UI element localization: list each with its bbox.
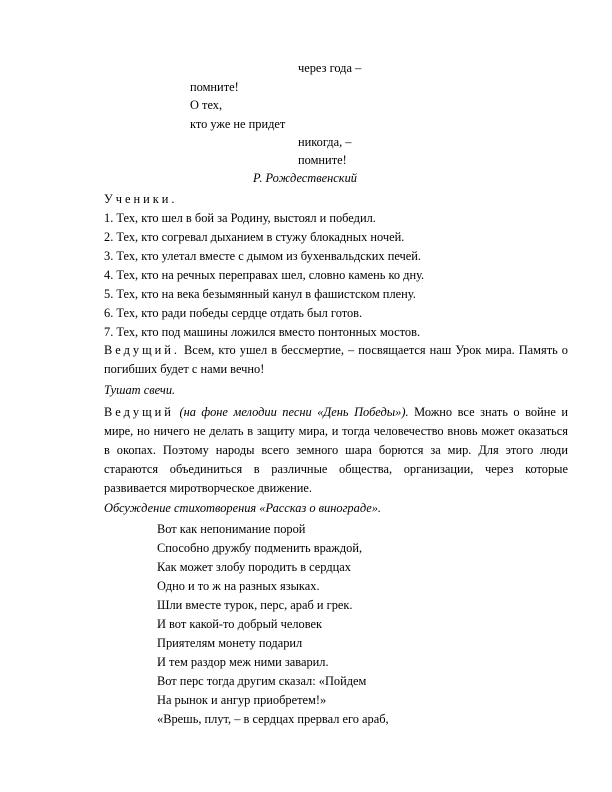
host-text: Можно все знать о войне и мире, но ничего не делать в защиту мира, и тогда человечество вновь может оказаться в окопах. Поэтому народы всего земного шара борются за мир. Для этого люди стараются объединиться в различные общества, организации, через которые развивается миротворческое движение. [104, 405, 568, 495]
poem-bottom-line: Вот перс тогда другим сказал: «Пойдем [157, 674, 367, 688]
poem-top-line: никогда, – [298, 135, 352, 149]
poem-bottom-line: Как может злобу породить в сердцах [157, 560, 351, 574]
student-line: 3. Тех, кто улетал вместе с дымом из бухенвальдских печей. [104, 249, 421, 263]
poem-top-line: кто уже не придет [190, 117, 286, 131]
student-line: 4. Тех, кто на речных переправах шел, словно камень ко дну. [104, 268, 425, 282]
host-speaker: Ведущий. [104, 343, 181, 357]
poem-bottom-line: И вот какой-то добрый человек [157, 617, 323, 631]
host-text: Всем, кто ушел в бессмертие, – посвящается наш Урок мира. Память о погибших будет с нами вечно! [104, 343, 568, 376]
poem-bottom-line: «Врешь, плут, – в сердцах прервал его араб, [157, 712, 389, 726]
poem-top-line: помните! [190, 80, 239, 94]
poem-bottom-line: Способно дружбу подменить враждой, [157, 541, 363, 555]
poem-bottom-line: Одно и то ж на разных языках. [157, 579, 320, 593]
poem-bottom-line: Вот как непонимание порой [157, 522, 306, 536]
students-heading: Ученики. [104, 192, 178, 206]
host-note: (на фоне мелодии песни «День Победы»). [179, 405, 409, 419]
poem-top-line: через года – [298, 61, 362, 75]
discussion-heading: Обсуждение стихотворения «Рассказ о винограде». [104, 501, 382, 515]
student-line: 6. Тех, кто ради победы сердце отдать был готов. [104, 306, 363, 320]
host-paragraph-2 [104, 403, 568, 498]
poem-bottom-line: На рынок и ангур приобретем!» [157, 693, 327, 707]
host-speaker: Ведущий [104, 405, 174, 419]
poem-bottom-line: Приятелям монету подарил [157, 636, 303, 650]
student-line: 7. Тех, кто под машины ложился вместо понтонных мостов. [104, 325, 421, 339]
poem-bottom-line: И тем раздор меж ними заварил. [157, 655, 329, 669]
host-paragraph-1 [104, 341, 568, 379]
poem-bottom-line: Шли вместе турок, перс, араб и грек. [157, 598, 353, 612]
poem-top-line: помните! [298, 153, 347, 167]
student-line: 1. Тех, кто шел в бой за Родину, выстоял и победил. [104, 211, 376, 225]
poem-top-line: О тех, [190, 98, 223, 112]
student-line: 5. Тех, кто на века безымянный канул в фашистском плену. [104, 287, 416, 301]
stage-direction: Тушат свечи. [104, 383, 176, 397]
poem-author: Р. Рождественский [253, 171, 357, 185]
student-line: 2. Тех, кто согревал дыханием в стужу блокадных ночей. [104, 230, 405, 244]
